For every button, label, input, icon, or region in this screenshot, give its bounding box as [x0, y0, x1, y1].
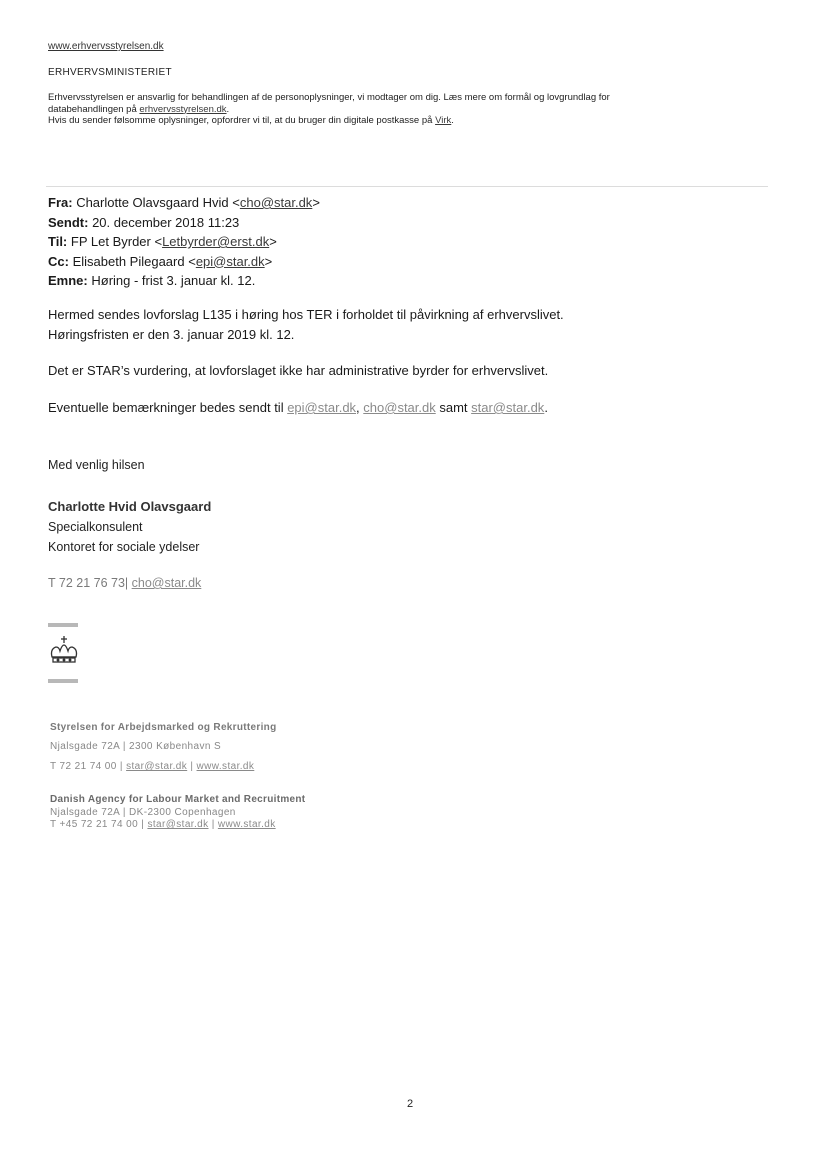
footer-da-address: Njalsgade 72A | 2300 København S [50, 741, 222, 752]
to-close: > [269, 234, 277, 249]
footer-en-agency-name: Danish Agency for Labour Market and Recruitment [50, 794, 306, 805]
p3-prefix: Eventuelle bemærkninger bedes sendt til [48, 400, 288, 415]
footer-en-web-link[interactable]: www.star.dk [217, 819, 276, 830]
header-subject-row [48, 271, 320, 291]
epi-email-link[interactable]: epi@star.dk [287, 400, 357, 415]
body-p1-line-1: Hermed sendes lovforslag L135 i høring hos TER i forholdet til påvirkning af erhvervslivet. [48, 307, 564, 322]
email-header [48, 193, 320, 291]
signature-block [48, 497, 211, 557]
from-label: Fra: [48, 195, 73, 210]
footer-da-phone: T 72 21 74 00 | [50, 761, 127, 772]
banner-notice [48, 92, 728, 127]
notice-line-3 [48, 115, 728, 127]
notice-line-3-prefix: Hvis du sender følsomme oplysninger, opfordrer vi til, at du bruger din digitale postkasse på [48, 115, 436, 126]
footer-da-contact [50, 761, 254, 772]
signature-name: Charlotte Hvid Olavsgaard [48, 499, 212, 514]
notice-line-1: Erhvervsstyrelsen er ansvarlig for behandlingen af de personoplysninger, vi modtager om dig. Læs mere om formål og lovgrundlag for [48, 92, 610, 103]
to-label: Til: [48, 234, 68, 249]
notice-virk-link[interactable]: Virk [435, 115, 452, 126]
star-email-link[interactable]: star@star.dk [471, 400, 545, 415]
footer-da-web-link[interactable]: www.star.dk [196, 761, 255, 772]
banner-ministry: ERHVERVSMINISTERIET [48, 67, 172, 78]
body-paragraph-3 [48, 398, 548, 418]
signature-office: Kontoret for sociale ydelser [48, 540, 200, 554]
p3-mid: samt [435, 400, 472, 415]
header-from-row [48, 193, 320, 213]
from-name: Charlotte Olavsgaard Hvid < [76, 195, 240, 210]
subject-label: Emne: [48, 273, 88, 288]
sent-label: Sendt: [48, 214, 89, 230]
banner-url-link[interactable]: www.erhvervsstyrelsen.dk [48, 41, 164, 52]
notice-line-2-prefix: databehandlingen på [48, 103, 140, 115]
cc-name: Elisabeth Pilegaard < [72, 253, 196, 269]
notice-line-2 [48, 104, 728, 116]
body-paragraph-1 [48, 305, 564, 345]
footer-en-address: Njalsgade 72A | DK-2300 Copenhagen [50, 807, 236, 818]
page-number: 2 [407, 1098, 414, 1110]
footer-en-phone: T +45 72 21 74 00 | [50, 819, 148, 830]
from-close: > [312, 195, 320, 210]
phone-email-link[interactable]: cho@star.dk [131, 576, 202, 590]
footer-en-sep: | [208, 819, 218, 830]
footer-en-contact [50, 819, 276, 831]
header-cc-row [48, 252, 320, 272]
crest-bar-top [48, 623, 78, 627]
crown-svg [48, 635, 80, 665]
header-sent-row [48, 213, 320, 233]
footer-da-agency-name: Styrelsen for Arbejdsmarked og Rekruttering [50, 722, 277, 733]
to-name: FP Let Byrder < [70, 234, 163, 249]
crest-bar-bottom [48, 679, 78, 683]
phone-number: T 72 21 76 73| [48, 576, 132, 590]
from-email-link[interactable]: cho@star.dk [239, 195, 313, 210]
notice-erhvervsstyrelsen-link[interactable]: erhvervsstyrelsen.dk [139, 103, 227, 115]
to-email-link[interactable]: Letbyrder@erst.dk [162, 234, 270, 249]
footer-da-email-link[interactable]: star@star.dk [126, 761, 188, 772]
footer-da-sep: | [187, 761, 197, 772]
signature-title: Specialkonsulent [48, 520, 143, 534]
sent-value: 20. december 2018 11:23 [92, 214, 240, 230]
cho-email-link[interactable]: cho@star.dk [363, 400, 436, 415]
cc-label: Cc: [48, 253, 69, 269]
cc-email-link[interactable]: epi@star.dk [195, 253, 265, 269]
footer-en-email-link[interactable]: star@star.dk [147, 819, 209, 830]
p3-sep: , [356, 400, 364, 415]
greeting: Med venlig hilsen [48, 458, 145, 472]
notice-line-2-suffix: . [226, 103, 230, 115]
body-paragraph-2: Det er STAR’s vurdering, at lovforslaget ikke har administrative byrder for erhvervslivet. [48, 363, 549, 378]
header-divider [46, 186, 768, 187]
subject-value: Høring - frist 3. januar kl. 12. [91, 273, 256, 288]
body-p1-line-2: Høringsfristen er den 3. januar 2019 kl. 12. [48, 327, 295, 342]
p3-suffix: . [544, 400, 548, 415]
header-to-row [48, 232, 320, 252]
cc-close: > [264, 253, 273, 269]
royal-crown-crest-icon [48, 635, 80, 665]
notice-line-3-suffix: . [451, 115, 454, 126]
signature-phone [48, 576, 201, 590]
